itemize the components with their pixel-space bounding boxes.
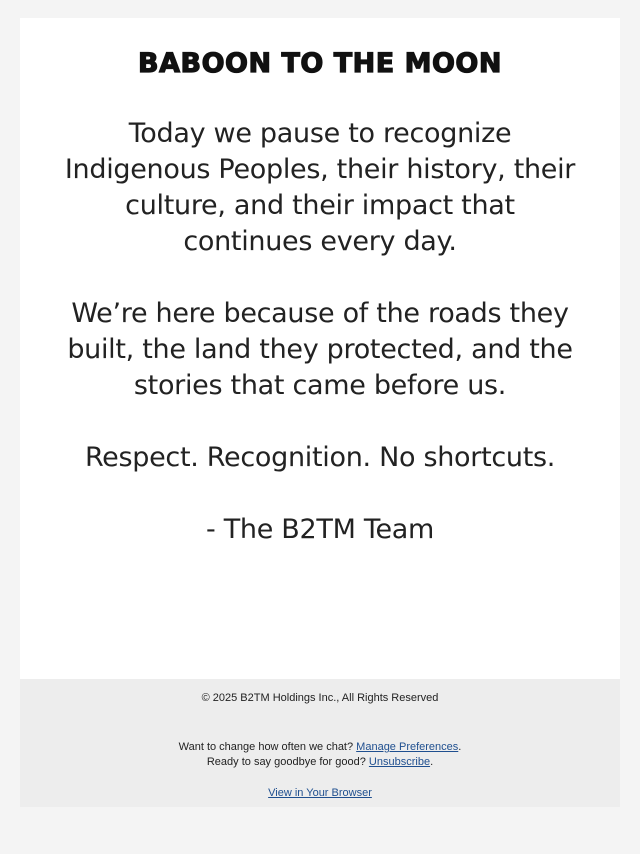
message-paragraph: Respect. Recognition. No shortcuts. <box>84 442 556 473</box>
message-paragraph: Today we pause to recognize Indigenous Peoples, their history, their culture, and their impact that continues every day. <box>64 118 576 257</box>
manage-preferences-line <box>20 740 620 755</box>
brand-logo: BABOON TO THE MOON <box>138 48 502 79</box>
view-in-browser-line <box>20 786 620 800</box>
signature: - The B2TM Team <box>205 514 435 545</box>
email-footer <box>20 679 620 807</box>
email-card <box>20 18 620 679</box>
unsubscribe-line <box>20 755 620 770</box>
unsubscribe-link[interactable]: Unsubscribe <box>368 756 431 768</box>
manage-preferences-link[interactable]: Manage Preferences <box>356 741 459 753</box>
message-body <box>60 116 580 548</box>
message-paragraph: We’re here because of the roads they built, the land they protected, and the stories that came before us. <box>67 298 573 401</box>
unsubscribe-prompt: Ready to say goodbye for good? <box>206 756 369 768</box>
preferences-block <box>20 740 620 770</box>
unsubscribe-period: . <box>430 756 434 768</box>
preferences-prompt: Want to change how often we chat? <box>178 741 357 753</box>
copyright-text: © 2025 B2TM Holdings Inc., All Rights Reserved <box>201 692 439 704</box>
view-in-browser-link[interactable]: View in Your Browser <box>268 787 372 799</box>
preferences-period: . <box>458 741 462 753</box>
